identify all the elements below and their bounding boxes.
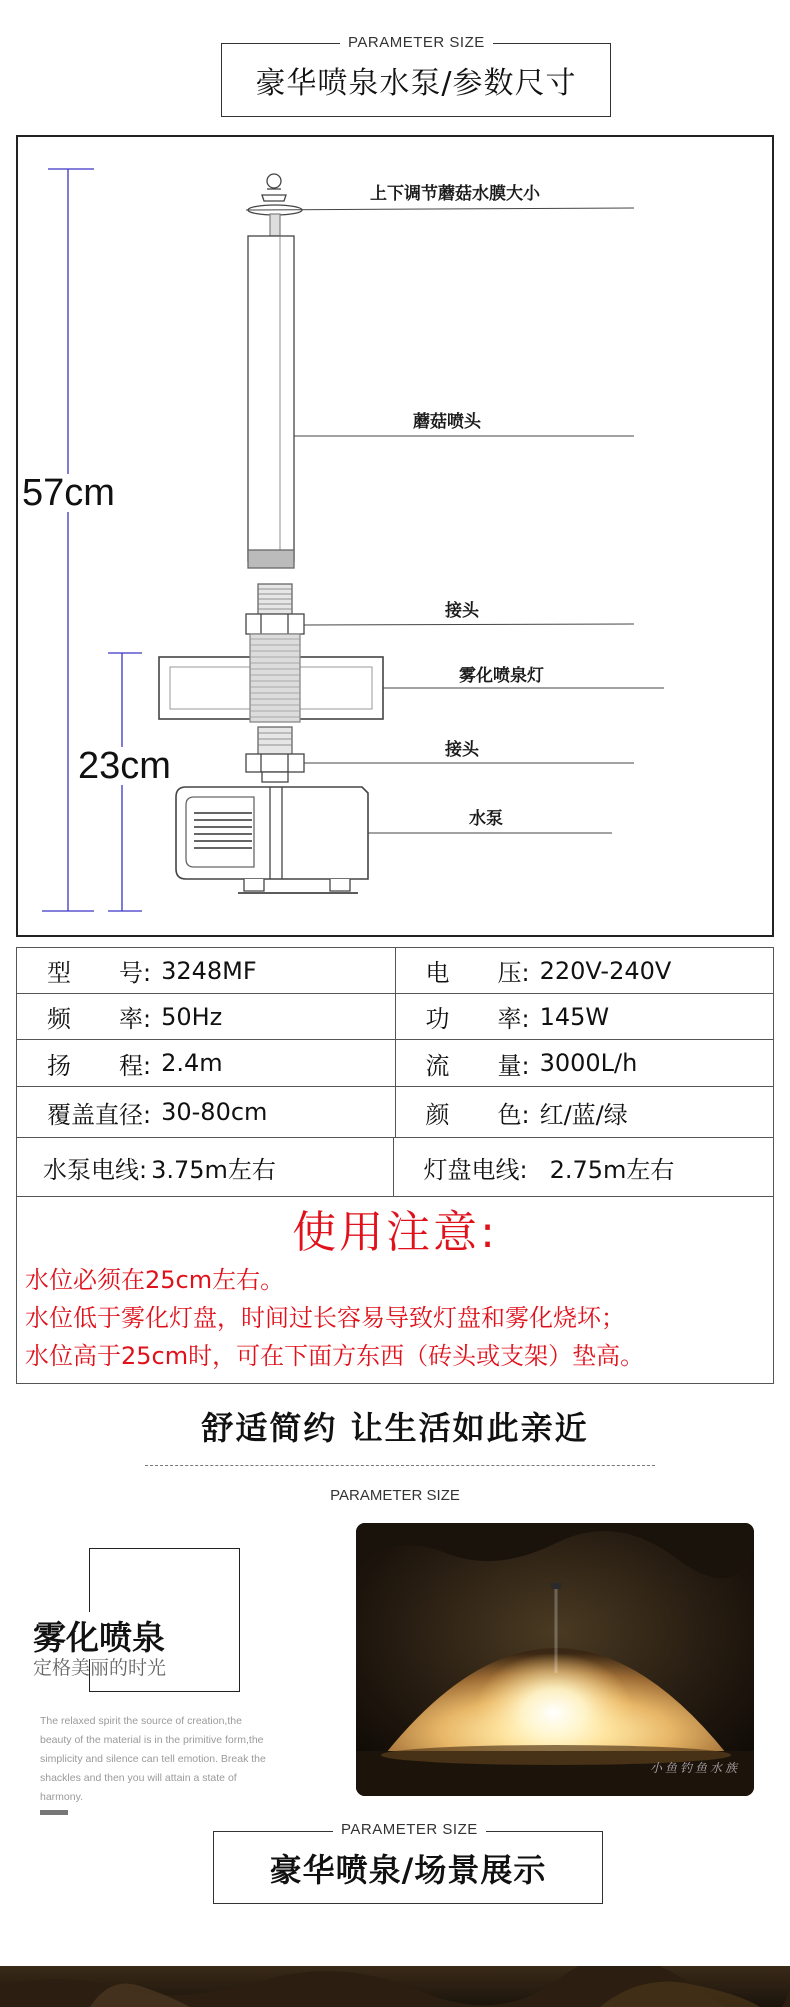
spec-cell [17,1040,395,1086]
callout-pump: 水泵 [469,809,503,829]
top-ball [267,174,281,188]
spec-value: 3000L/h [539,1049,638,1077]
spec-label: 功 率: [425,1005,530,1033]
spec-label: 型 号: [47,959,152,987]
spec-table [16,947,774,1384]
spec-cell [395,1040,774,1086]
spec-label: 电 压: [425,959,530,987]
accent-bar [40,1810,68,1815]
connector-nut-1 [246,614,304,634]
spec-label: 扬 程: [47,1051,152,1080]
spec-label: 颜 色: [425,1100,530,1129]
notice-title: 使用注意: [292,1207,498,1258]
spec-label: 流 量: [425,1051,530,1080]
spec-cell [17,1087,395,1137]
dashed-divider [145,1465,655,1466]
notice-line: 水位必须在25cm左右。 [25,1266,285,1294]
spec-value: 3.75m左右 [151,1155,276,1184]
scene-photo-top [0,1966,790,2007]
scene-photo-art [0,1966,790,2007]
product-tagline: 定格美丽的时光 [33,1657,167,1679]
spec-row [17,948,773,994]
connector-nut-2 [246,754,304,772]
callout-connector-1: 接头 [445,601,479,621]
watermark: 小鱼钓鱼水族 [649,1761,740,1775]
page-title: 豪华喷泉水泵/参数尺寸 [255,66,577,101]
title-subtitle: PARAMETER SIZE [340,34,493,51]
scene-subtitle: PARAMETER SIZE [333,1821,486,1838]
callout-adjust: 上下调节蘑菇水膜大小 [370,184,540,204]
spec-value: 30-80cm [161,1098,268,1126]
spec-row [17,994,773,1040]
spec-row [17,1040,773,1087]
spec-row [17,1138,773,1197]
nozzle-tube [248,236,294,561]
spec-value: 2.75m左右 [549,1155,675,1184]
pump-body [176,787,368,879]
spec-cell [17,1138,393,1196]
callout-light: 雾化喷泉灯 [459,666,544,686]
spec-label: 灯盘电线: [423,1155,528,1184]
english-copy: The relaxed spirit the source of creation,the beauty of the material is in the primitive form,the simplicity and silence can tell emotion. Break the shackles and then you will attain a state of harmony. [40,1715,266,1803]
title-frame [221,43,611,117]
spec-cell [17,994,395,1039]
spec-cell [393,1138,774,1196]
spec-cell [395,1087,774,1137]
dim-57-label: 57cm [22,472,115,514]
spec-value: 50Hz [161,1002,223,1031]
spec-cell [395,948,774,993]
fountain-drawing [18,137,772,935]
spec-cell [17,948,395,993]
callout-connector-2: 接头 [445,740,479,760]
callout-nozzle: 蘑菇喷头 [413,412,481,432]
spec-value: 145W [539,1002,610,1031]
scene-title: 豪华喷泉/场景展示 [269,1850,547,1889]
spec-value: 3248MF [161,956,257,985]
top-cap [262,195,286,201]
spec-value: 2.4m [161,1049,223,1077]
slogan: 舒适简约 让生活如此亲近 [201,1409,589,1447]
dim-23-label: 23cm [78,745,171,787]
spec-label: 频 率: [47,1005,152,1033]
fountain-photo [356,1523,754,1796]
scene-title-frame [213,1831,603,1904]
notice-line: 水位高于25cm时，可在下面方东西（砖头或支架）垫高。 [25,1342,645,1370]
spec-label: 水泵电线: [43,1155,148,1184]
spec-value: 220V-240V [539,956,672,985]
spec-cell [395,994,774,1039]
spec-label: 覆盖直径: [47,1100,152,1129]
notice-line: 水位低于雾化灯盘，时间过长容易导致灯盘和雾化烧坏； [25,1304,625,1332]
product-diagram [16,135,774,937]
spec-row [17,1087,773,1138]
spec-value: 红/蓝/绿 [539,1100,628,1129]
product-name: 雾化喷泉 [33,1612,169,1659]
fountain-photo-art [356,1523,754,1796]
notice-block [17,1197,773,1383]
showcase-subtitle: PARAMETER SIZE [330,1487,460,1504]
